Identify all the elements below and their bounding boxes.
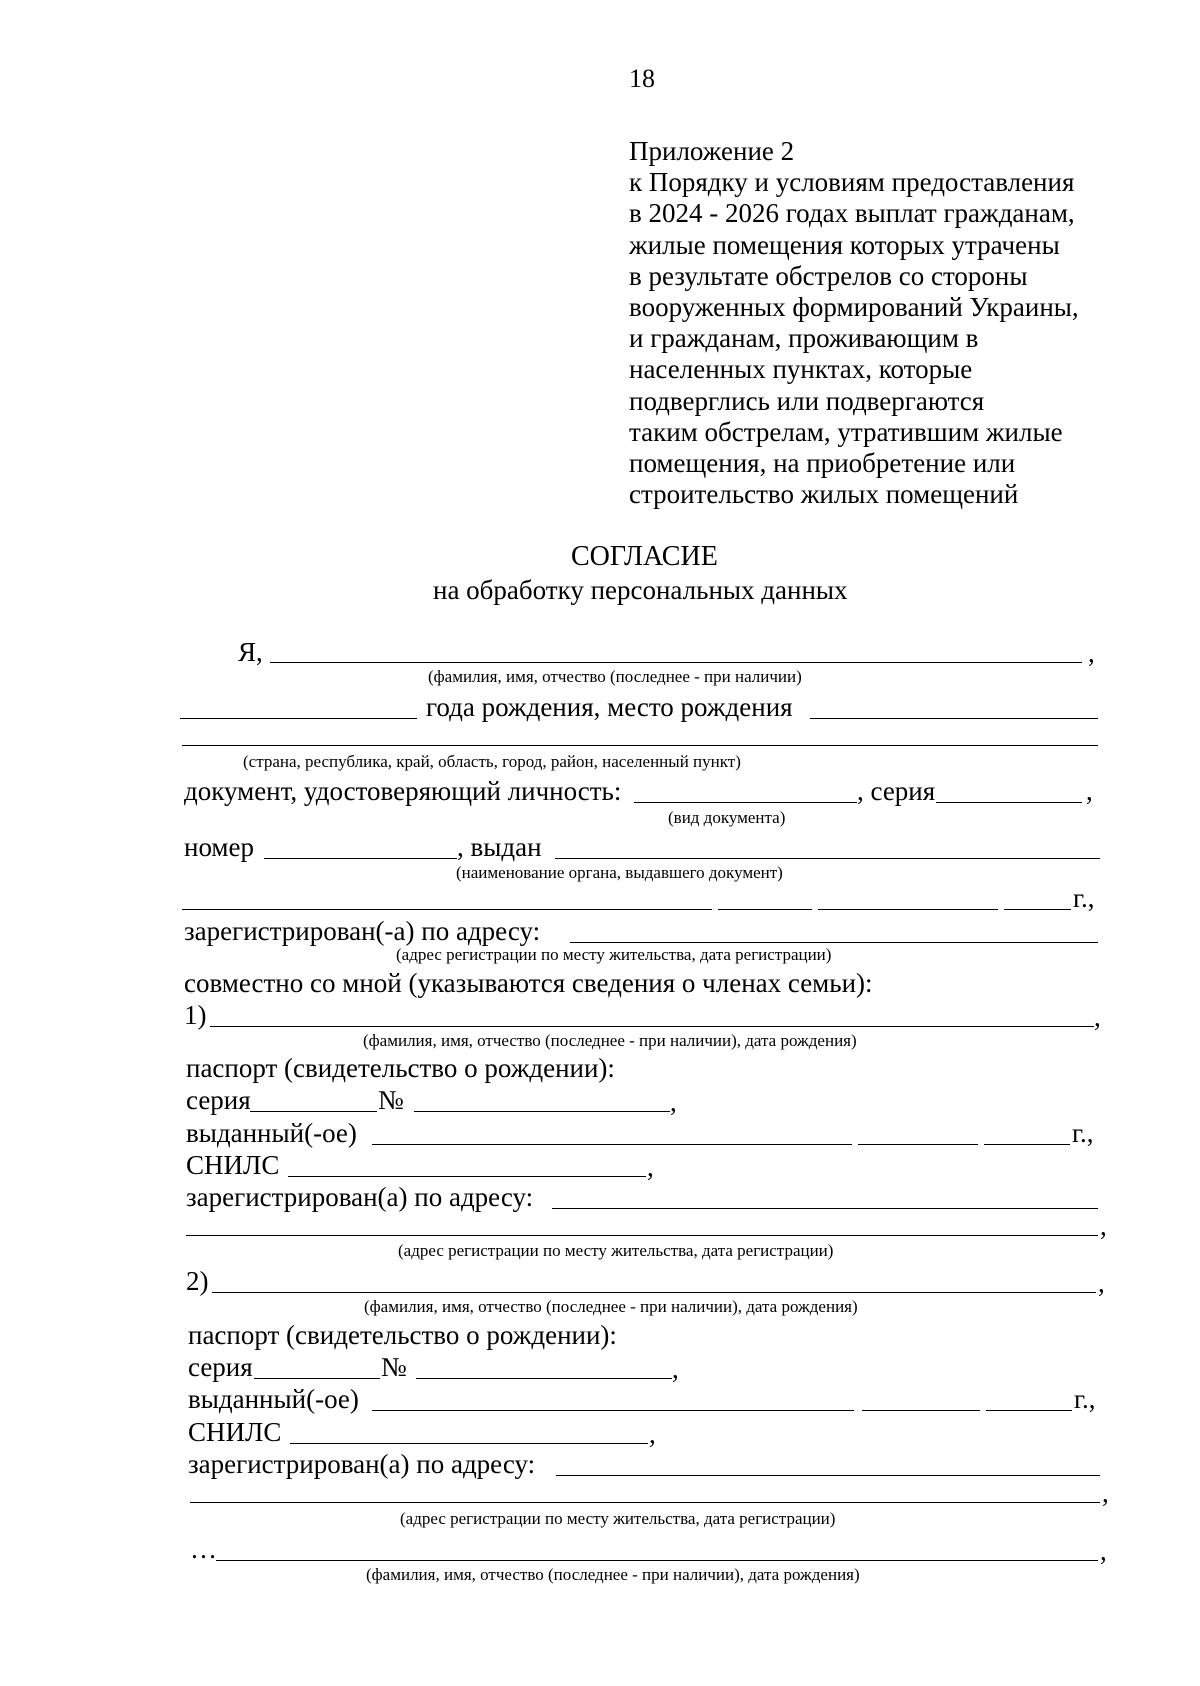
number-sign: № (381, 1352, 407, 1382)
caption-fio: (фамилия, имя, отчество (последнее - при наличии) (428, 667, 802, 686)
appendix-line: жилые помещения которых утрачены (629, 229, 1060, 260)
fio-line[interactable] (270, 662, 1082, 663)
year-suffix: г., (1073, 883, 1095, 913)
ya-label: Я, (238, 637, 263, 667)
caption-reg: (адрес регистрации по месту жительства, дата регистрации) (396, 945, 832, 964)
caption-doc: (вид документа) (668, 808, 786, 827)
caption-reg: (адрес регистрации по месту жительства, дата регистрации) (398, 1241, 834, 1260)
comma: , (1102, 1478, 1109, 1508)
registered-label: зарегистрирован(а) по адресу: (186, 1182, 534, 1212)
member-2-fio-line[interactable] (212, 1292, 1096, 1293)
comma: , (670, 1087, 677, 1117)
comma: , (647, 1152, 654, 1182)
document-subtitle: на обработку персональных данных (433, 575, 848, 605)
birth-place-line[interactable] (810, 718, 1098, 719)
member-1-number: 1) (184, 1000, 207, 1030)
seria-label: серия (188, 1352, 253, 1382)
member-2-address-line[interactable] (556, 1475, 1100, 1476)
snils-label: СНИЛС (186, 1150, 280, 1180)
comma: , (649, 1419, 656, 1449)
member-1-address-line-2[interactable] (186, 1235, 1098, 1236)
issue-month-line[interactable] (818, 909, 998, 910)
appendix-line: населенных пунктах, которые (629, 354, 973, 385)
caption-organ: (наименование органа, выдавшего документ) (456, 863, 783, 882)
doc-label: документ, удостоверяющий личность: (184, 776, 622, 806)
seria-label: серия (186, 1085, 251, 1115)
appendix-line: в 2024 - 2026 годах выплат гражданам, (629, 198, 1075, 229)
doc-seria-line[interactable] (936, 802, 1082, 803)
caption-reg: (адрес регистрации по месту жительства, дата регистрации) (400, 1509, 836, 1528)
appendix-line: строительство жилых помещений (629, 479, 1019, 510)
comma: , (1086, 776, 1093, 806)
comma: , (1098, 1268, 1105, 1298)
appendix-line: в результате обстрелов со стороны (629, 260, 1028, 291)
member-2-number-line[interactable] (416, 1378, 672, 1379)
year-suffix: г., (1072, 1118, 1094, 1148)
member-n-fio-line[interactable] (216, 1560, 1098, 1561)
registered-label: зарегистрирован(-а) по адресу: (184, 916, 541, 946)
number-sign: № (378, 1085, 404, 1115)
registered-label: зарегистрирован(а) по адресу: (188, 1449, 536, 1479)
appendix-line: к Порядку и условиям предоставления (629, 167, 1075, 198)
member-1-issuer-line[interactable] (372, 1144, 852, 1145)
caption-fio-birth: (фамилия, имя, отчество (последнее - при наличии), дата рождения) (366, 1565, 860, 1584)
vydan-label: , выдан (457, 832, 542, 862)
issuer-line[interactable] (555, 858, 1100, 859)
ellipsis: … (190, 1534, 217, 1564)
appendix-line: таким обстрелам, утратившим жилые (629, 416, 1063, 447)
address-line[interactable] (570, 942, 1098, 943)
member-2-number: 2) (186, 1266, 209, 1296)
page-number: 18 (629, 64, 655, 93)
passport-label: паспорт (свидетельство о рождении): (188, 1320, 617, 1350)
member-1-number-line[interactable] (414, 1111, 670, 1112)
appendix-line: вооруженных формирований Украины, (629, 292, 1079, 323)
caption-fio-birth: (фамилия, имя, отчество (последнее - при наличии), дата рождения) (364, 1297, 858, 1316)
comma: , (672, 1354, 679, 1384)
issue-year-line[interactable] (1004, 909, 1071, 910)
year-suffix: г., (1074, 1384, 1096, 1414)
appendix-line: Приложение 2 (629, 136, 795, 166)
passport-label: паспорт (свидетельство о рождении): (186, 1053, 615, 1083)
comma: , (1094, 1002, 1101, 1032)
member-1-fio-line[interactable] (210, 1026, 1094, 1027)
member-1-issue-year-line[interactable] (984, 1144, 1070, 1145)
caption-fio-birth: (фамилия, имя, отчество (последнее - при наличии), дата рождения) (363, 1031, 857, 1050)
doc-number-line[interactable] (264, 858, 457, 859)
member-2-address-line-2[interactable] (190, 1502, 1100, 1503)
member-2-snils-line[interactable] (290, 1443, 648, 1444)
issued-label: выданный(-ое) (188, 1384, 359, 1414)
comma: , (1100, 1211, 1107, 1241)
birth-year-line[interactable] (180, 718, 417, 719)
member-2-issue-year-line[interactable] (986, 1410, 1072, 1411)
appendix-line: помещения, на приобретение или (629, 448, 1016, 479)
comma: , (1100, 1536, 1107, 1566)
member-2-seria-line[interactable] (254, 1378, 380, 1379)
appendix-line: подверглись или подвергаются (629, 385, 985, 416)
doc-type-line[interactable] (634, 802, 857, 803)
member-1-address-line[interactable] (552, 1208, 1098, 1209)
seria-label: , серия (857, 776, 936, 806)
caption-place: (страна, республика, край, область, город, район, населенный пункт) (243, 752, 741, 771)
nomer-label: номер (184, 832, 255, 862)
issuer-line-2[interactable] (182, 909, 712, 910)
issued-label: выданный(-ое) (186, 1118, 357, 1148)
member-2-issue-date-line[interactable] (862, 1410, 980, 1411)
member-1-seria-line[interactable] (250, 1111, 377, 1112)
member-1-issue-date-line[interactable] (858, 1144, 978, 1145)
snils-label: СНИЛС (188, 1417, 282, 1447)
birth-place-line-2[interactable] (182, 745, 1098, 746)
together-label: совместно со мной (указываются сведения о членах семьи): (184, 968, 873, 998)
appendix-block (629, 136, 1079, 510)
birth-label: года рождения, место рождения (426, 692, 793, 722)
comma: , (1088, 638, 1095, 668)
member-2-issuer-line[interactable] (372, 1410, 854, 1411)
document-title: СОГЛАСИЕ (571, 541, 718, 572)
issue-day-line[interactable] (718, 909, 812, 910)
appendix-line: и гражданам, проживающим в (629, 323, 979, 354)
member-1-snils-line[interactable] (288, 1176, 646, 1177)
